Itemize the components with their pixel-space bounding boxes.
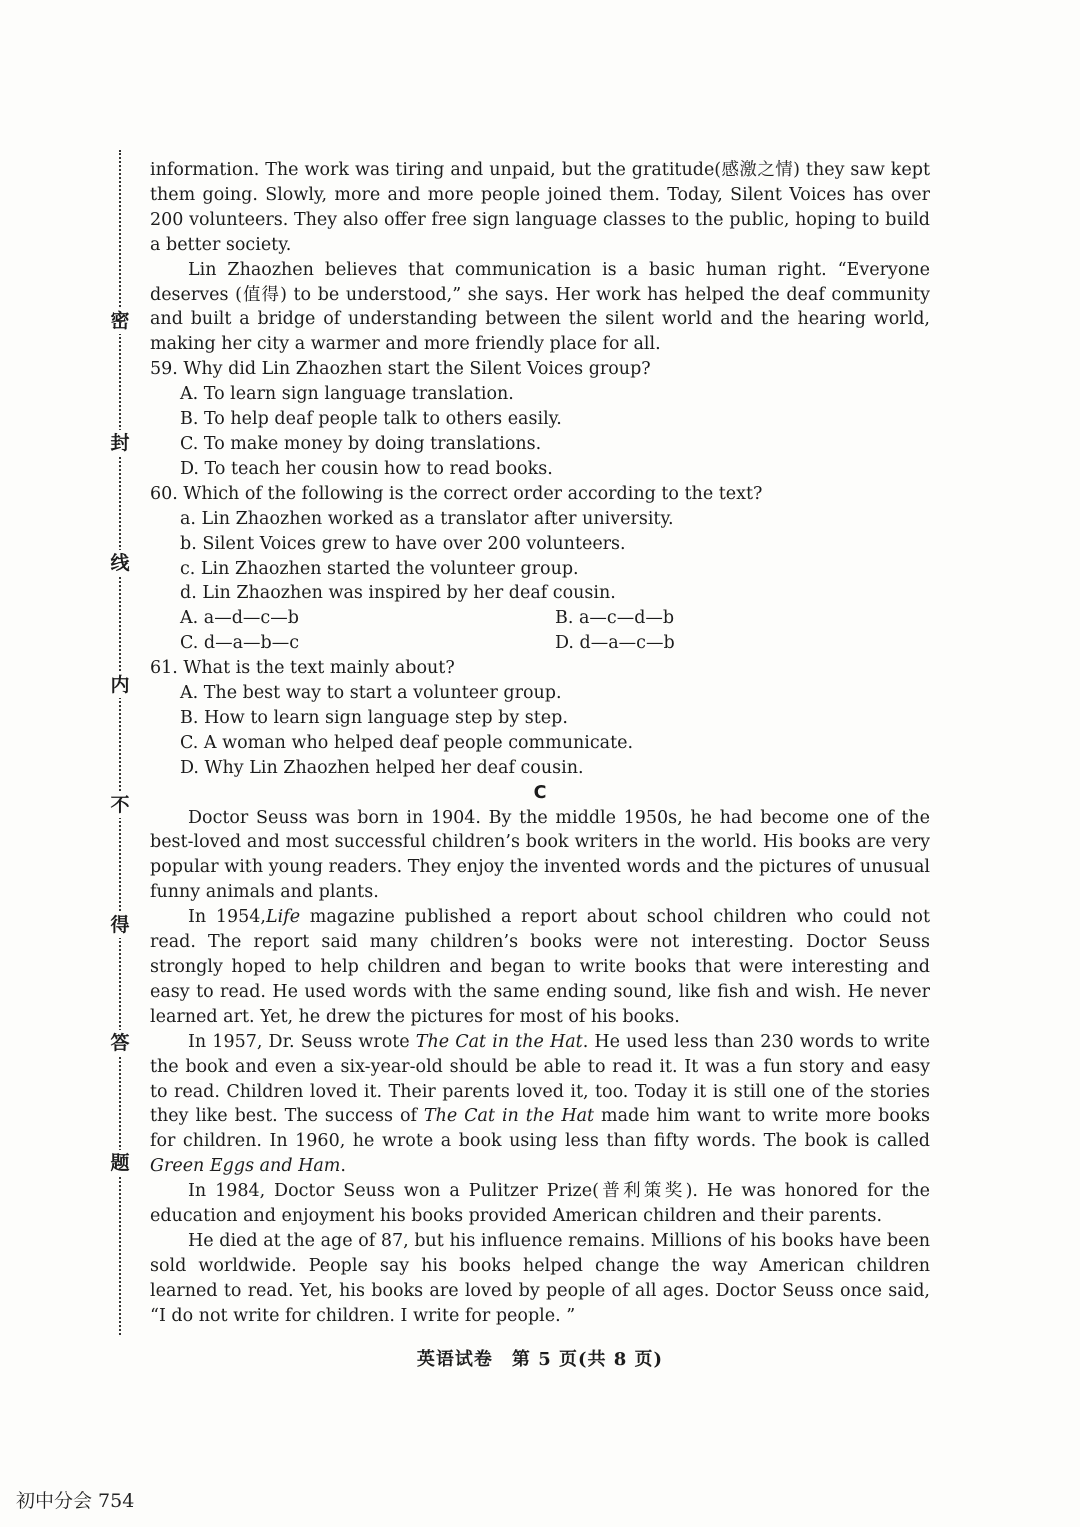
question-stem: 59. Why did Lin Zhaozhen start the Silent Voices group? — [150, 359, 651, 380]
question-60 — [150, 482, 930, 656]
margin-char: 不 — [108, 792, 132, 818]
passage-b-paragraph: information. The work was tiring and unpaid, but the gratitude(感激之情) they saw kept them going. Slowly, more and more people joined them. Today, Silent Voices has over 200 volunteers. They also offer free sign language classes to the public, hoping to build a better society. — [150, 160, 930, 255]
answer-option: D. To teach her cousin how to read books. — [180, 458, 553, 479]
book-title: The Cat in the Hat — [423, 1106, 595, 1127]
page-content — [150, 158, 930, 1329]
answer-option-row — [180, 631, 930, 656]
text-run: made him want to write more books for children. In 1960, he wrote a book using less than fifty words. The book is called — [150, 1106, 930, 1152]
answer-option: A. The best way to start a volunteer group. — [180, 683, 562, 704]
answer-option: D. d—a—c—b — [555, 633, 675, 654]
passage-c-paragraph: Doctor Seuss was born in 1904. By the middle 1950s, he had become one of the best-loved and most successful children’s book writers in the world. His books are very popular with young readers. They enjoy the invented words and the pictures of unusual funny animals and plants. — [150, 807, 930, 903]
passage-c-paragraph — [150, 905, 930, 1030]
answer-option: A. a—d—c—b — [180, 608, 299, 629]
text-run: In 1957, Dr. Seuss wrote — [188, 1031, 416, 1052]
margin-char: 答 — [108, 1030, 132, 1056]
section-label: C — [533, 782, 547, 803]
book-title: The Cat in the Hat — [415, 1031, 583, 1052]
passage-c-paragraph: In 1984, Doctor Seuss won a Pulitzer Prize(普利策奖). He was honored for the education and enjoyment his books provided American children and their parents. — [150, 1181, 930, 1227]
text-run: . He used less than 230 words to write the book and even a six-year-old should be able to read it. It was a fun story and easy to read. Children loved it. Their parents loved it, too. Today it is still one of the stories they like best. The success of — [150, 1031, 930, 1127]
question-59 — [150, 357, 930, 482]
margin-char: 线 — [108, 550, 132, 576]
event-item: b. Silent Voices grew to have over 200 volunteers. — [180, 533, 626, 554]
event-item: a. Lin Zhaozhen worked as a translator after university. — [180, 508, 674, 529]
answer-option-row — [180, 606, 930, 631]
page-footer: 英语试卷 第 5 页(共 8 页) — [416, 1349, 664, 1370]
answer-option: C. d—a—b—c — [180, 633, 300, 654]
book-title: Green Eggs and Ham — [150, 1156, 341, 1177]
text-run: magazine published a report about school children who could not read. The report said many children’s books were not interesting. Doctor Seuss strongly hoped to help children and began to write books that were interesting and easy to read. He used words with the same ending sound, like fish and wish. He never learned art. Yet, he drew the pictures for most of his books. — [150, 907, 930, 1027]
magazine-title: Life — [266, 907, 301, 928]
margin-char: 封 — [108, 430, 132, 456]
margin-char: 题 — [108, 1150, 132, 1176]
passage-c-paragraph: He died at the age of 87, but his influence remains. Millions of his books have been sold worldwide. People say his books helped change the way American children learned to read. Yet, his books are loved by people of all ages. Doctor Seuss once said, “I do not write for children. I write for people. ” — [150, 1230, 930, 1326]
watermark-tag: 初中分会 754 — [16, 1490, 135, 1512]
text-run: . — [340, 1156, 346, 1177]
question-61 — [150, 656, 930, 781]
passage-c-paragraph — [150, 1030, 930, 1179]
answer-option: D. Why Lin Zhaozhen helped her deaf cousin. — [180, 757, 584, 778]
passage-b-paragraph: Lin Zhaozhen believes that communication is a basic human right. “Everyone deserves (值得) to be understood,” she says. Her work has helped the deaf community and built a bridge of understanding between the silent world and the hearing world, making her city a warmer and more friendly place for all. — [150, 259, 930, 355]
answer-option: A. To learn sign language translation. — [180, 384, 514, 405]
answer-option: C. A woman who helped deaf people communicate. — [180, 732, 634, 753]
seal-line-margin — [108, 150, 132, 1335]
answer-option: B. To help deaf people talk to others easily. — [180, 409, 562, 430]
margin-char: 内 — [108, 672, 132, 698]
text-run: In 1954, — [188, 907, 266, 928]
answer-option: C. To make money by doing translations. — [180, 433, 542, 454]
event-item: c. Lin Zhaozhen started the volunteer group. — [180, 558, 579, 579]
event-item: d. Lin Zhaozhen was inspired by her deaf cousin. — [180, 583, 616, 604]
question-stem: 60. Which of the following is the correct order according to the text? — [150, 483, 763, 504]
margin-char: 得 — [108, 912, 132, 938]
margin-char: 密 — [108, 308, 132, 334]
answer-option: B. How to learn sign language step by step. — [180, 707, 568, 728]
answer-option: B. a—c—d—b — [555, 608, 675, 629]
question-stem: 61. What is the text mainly about? — [150, 658, 455, 679]
